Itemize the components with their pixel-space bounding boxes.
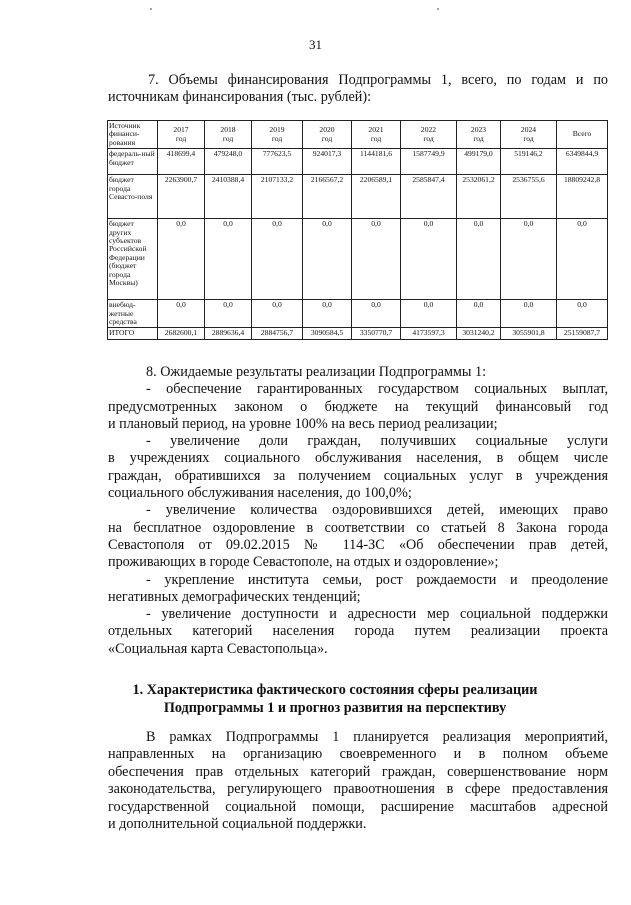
text-line: в учреждениях социального обслуживания населения, в общем числе — [108, 450, 608, 467]
text-line: 7. Объемы финансирования Подпрограммы 1, всего, по годам и по — [148, 72, 608, 88]
heading-line: Подпрограммы 1 и прогноз развития на перспективу — [163, 700, 507, 716]
header-total: Всего — [557, 121, 608, 149]
cell-total: 0,0 — [557, 300, 608, 328]
cell-value: 0,0 — [501, 300, 557, 328]
cell-value: 0,0 — [303, 219, 352, 300]
header-year: 2023 год — [457, 121, 501, 149]
cell-total: 0,0 — [557, 219, 608, 300]
cell-value: 418699,4 — [158, 149, 205, 175]
cell-value: 0,0 — [352, 219, 401, 300]
row-source: внебюд-жетные средства — [108, 300, 158, 328]
cell-value: 2682600,1 — [158, 328, 205, 339]
table-row-total — [108, 328, 608, 339]
text-line: и плановый период, на уровне 100% на весь период реализации; — [108, 415, 498, 432]
cell-value: 0,0 — [158, 300, 205, 328]
header-source: Источник финанси-рования — [108, 121, 158, 149]
cell-value: 0,0 — [205, 219, 252, 300]
financing-table — [107, 120, 608, 340]
text-line: обеспечения прав отдельных категорий граждан, совершенствование норм — [108, 763, 608, 780]
cell-value: 2263900,7 — [158, 175, 205, 219]
text-line: предусмотренных законом о бюджете на текущий финансовый год — [108, 398, 608, 415]
scan-dot — [150, 8, 152, 10]
cell-value: 0,0 — [205, 300, 252, 328]
cell-value: 519146,2 — [501, 149, 557, 175]
cell-value: 0,0 — [457, 219, 501, 300]
header-year: 2021 год — [352, 121, 401, 149]
text-line: негативных демографических тенденций; — [108, 588, 361, 605]
body-paragraph — [108, 729, 608, 833]
cell-value: 2206589,1 — [352, 175, 401, 219]
text-line: граждан, обратившихся за получением социальных услуг в учреждения — [108, 467, 608, 484]
table-row — [108, 149, 608, 175]
cell-value: 0,0 — [252, 219, 303, 300]
text-line: и дополнительной социальной поддержки. — [108, 816, 367, 833]
cell-value: 0,0 — [401, 219, 457, 300]
header-year: 2024 год — [501, 121, 557, 149]
cell-value: 3031240,2 — [457, 328, 501, 339]
cell-value: 924017,3 — [303, 149, 352, 175]
cell-value: 3090584,5 — [303, 328, 352, 339]
header-year: 2020 год — [303, 121, 352, 149]
cell-value: 2107133,2 — [252, 175, 303, 219]
cell-value: 0,0 — [158, 219, 205, 300]
cell-value: 0,0 — [401, 300, 457, 328]
header-year: 2018 год — [205, 121, 252, 149]
table-row — [108, 300, 608, 328]
section-8-title: 8. Ожидаемые результаты реализации Подпрограммы 1: — [146, 364, 487, 380]
text-line: - увеличение доступности и адресности мер социальной поддержки — [146, 606, 608, 623]
header-year: 2019 год — [252, 121, 303, 149]
header-year: 2022 год — [401, 121, 457, 149]
text-line: направленных на организацию своевременного и в полном объеме — [108, 746, 608, 763]
section-8-expected-results — [108, 364, 608, 658]
cell-value: 0,0 — [252, 300, 303, 328]
cell-value: 2166567,2 — [303, 175, 352, 219]
text-line: Севастополя от 09.02.2015 № 114-ЗС «Об обеспечении прав детей, — [108, 536, 608, 553]
cell-value: 2889636,4 — [205, 328, 252, 339]
row-source: ИТОГО — [108, 328, 158, 339]
text-line: государственной социальной помощи, расширение масштабов адресной — [108, 798, 608, 815]
text-line: «Социальная карта Севастопольца». — [108, 640, 328, 657]
text-line: - увеличение количества оздоровившихся детей, имеющих право — [146, 502, 608, 519]
row-source: бюджет города Севасто-поля — [108, 175, 158, 219]
header-year: 2017 год — [158, 121, 205, 149]
section-7-title — [108, 72, 608, 106]
row-source: бюджет других субъектов Российской Федерации (бюджет города Москвы) — [108, 219, 158, 300]
cell-total: 18809242,8 — [557, 175, 608, 219]
text-line: источникам финансирования (тыс. рублей): — [108, 89, 372, 105]
text-line: - увеличение доли граждан, получивших социальные услуги — [146, 433, 608, 450]
cell-total: 6349844,9 — [557, 149, 608, 175]
scan-dot — [437, 8, 439, 10]
text-line: социального обслуживания населения, до 100,0%; — [108, 485, 412, 502]
text-line: - укрепление института семьи, рост рождаемости и преодоление — [146, 571, 608, 588]
cell-value: 0,0 — [303, 300, 352, 328]
cell-value: 777623,5 — [252, 149, 303, 175]
cell-value: 2410388,4 — [205, 175, 252, 219]
cell-value: 3055901,8 — [501, 328, 557, 339]
text-line: В рамках Подпрограммы 1 планируется реализация мероприятий, — [146, 729, 608, 745]
cell-value: 2536755,6 — [501, 175, 557, 219]
cell-value: 0,0 — [501, 219, 557, 300]
text-line: проживающих в городе Севастополе, на отдых и оздоровление»; — [108, 554, 499, 571]
text-line: на бесплатное оздоровление в соответствии со статьей 8 Закона города — [108, 519, 608, 536]
row-source: федераль-ный бюджет — [108, 149, 158, 175]
cell-value: 1144181,6 — [352, 149, 401, 175]
cell-total: 25159087,7 — [557, 328, 608, 339]
section-heading — [100, 681, 570, 717]
cell-value: 2884756,7 — [252, 328, 303, 339]
cell-value: 4173597,3 — [401, 328, 457, 339]
cell-value: 0,0 — [352, 300, 401, 328]
page-number: 31 — [309, 37, 322, 52]
text-line: - обеспечение гарантированных государством социальных выплат, — [146, 381, 608, 398]
cell-value: 499179,0 — [457, 149, 501, 175]
cell-value: 3350770,7 — [352, 328, 401, 339]
text-line: отдельных категорий населения города путем реализации проекта — [108, 623, 608, 640]
cell-value: 479248,0 — [205, 149, 252, 175]
cell-value: 2585847,4 — [401, 175, 457, 219]
cell-value: 2532061,2 — [457, 175, 501, 219]
text-line: законодательства, регулирующего правоотношения в сфере предоставления — [108, 781, 608, 798]
cell-value: 0,0 — [457, 300, 501, 328]
cell-value: 1587749,9 — [401, 149, 457, 175]
table-row — [108, 175, 608, 219]
heading-line: 1. Характеристика фактического состояния сферы реализации — [132, 682, 538, 698]
table-row — [108, 219, 608, 300]
